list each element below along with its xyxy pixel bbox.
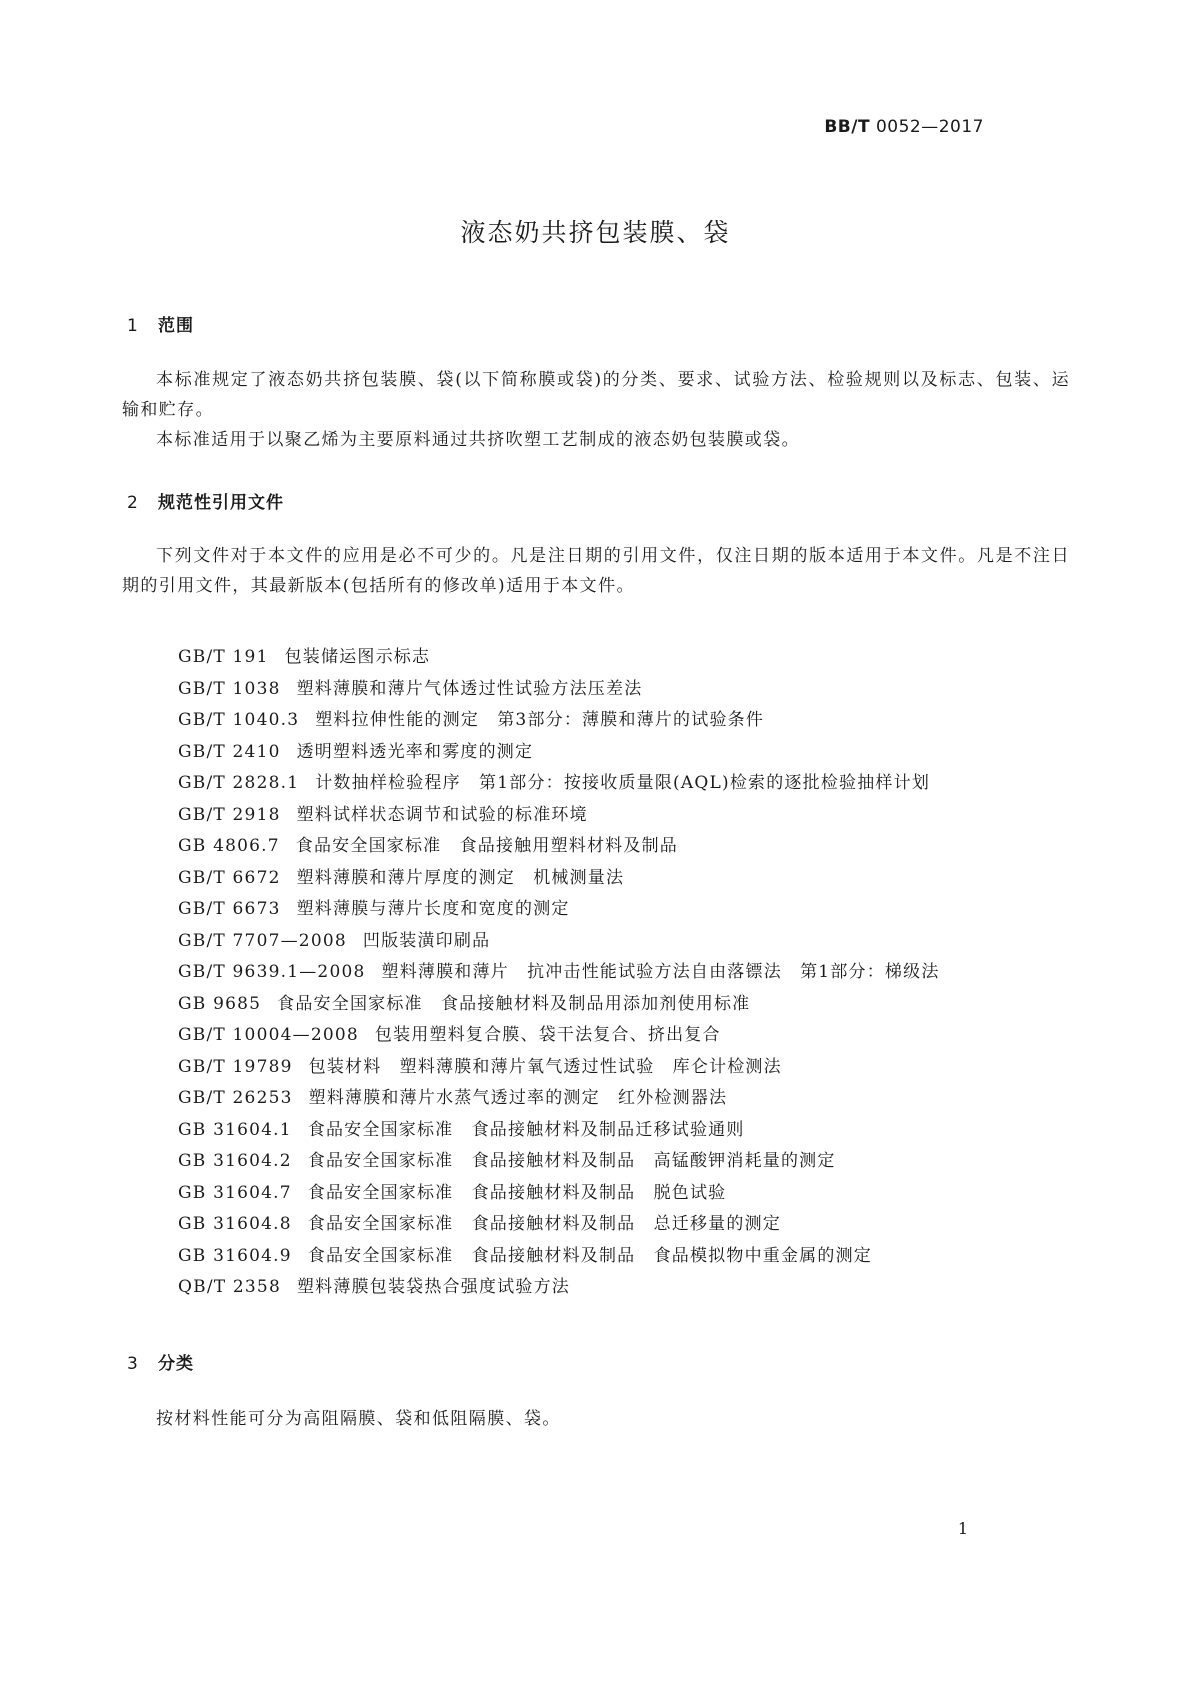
reference-code: GB 4806.7	[178, 836, 280, 856]
reference-title: 计数抽样检验程序 第1部分：按接收质量限(AQL)检索的逐批检验抽样计划	[315, 773, 931, 793]
reference-code: GB/T 6673	[178, 899, 281, 919]
reference-title: 塑料薄膜和薄片气体透过性试验方法压差法	[296, 678, 643, 699]
reference-code: GB/T 1040.3	[178, 710, 300, 730]
reference-code: GB/T 26253	[178, 1088, 293, 1108]
reference-item	[178, 1115, 940, 1147]
reference-code: GB/T 191	[178, 647, 269, 667]
reference-title: 包装用塑料复合膜、袋干法复合、挤出复合	[374, 1025, 721, 1045]
reference-title: 塑料薄膜与薄片长度和宽度的测定	[296, 899, 570, 919]
document-title: 液态奶共挤包装膜、袋	[460, 218, 731, 247]
section-title: 规范性引用文件	[158, 493, 284, 513]
reference-title: 塑料拉伸性能的测定 第3部分：薄膜和薄片的试验条件	[315, 710, 765, 730]
reference-code: QB/T 2358	[178, 1277, 281, 1297]
reference-code: GB/T 6672	[178, 867, 281, 888]
reference-title: 食品安全国家标准 食品接触用塑料材料及制品	[295, 836, 678, 856]
section-title: 范围	[158, 316, 194, 336]
reference-item	[178, 1020, 940, 1052]
section-number: 3	[127, 1354, 139, 1374]
reference-title: 食品安全国家标准 食品接触材料及制品 总迁移量的测定	[307, 1214, 781, 1234]
reference-title: 食品安全国家标准 食品接触材料及制品迁移试验通则	[307, 1119, 745, 1140]
standard-code-suffix: 0052—2017	[870, 117, 984, 137]
section-number: 2	[127, 493, 139, 513]
reference-code: GB/T 1038	[178, 678, 281, 699]
reference-code: GB 31604.8	[178, 1214, 292, 1234]
reference-title: 凹版装潢印刷品	[362, 930, 491, 951]
reference-code: GB/T 2828.1	[178, 773, 300, 793]
reference-title: 包装材料 塑料薄膜和薄片氧气透过性试验 库仑计检测法	[308, 1056, 782, 1077]
reference-code: GB/T 9639.1—2008	[178, 962, 366, 982]
reference-code: GB/T 19789	[178, 1056, 293, 1077]
reference-title: 塑料薄膜包装袋热合强度试验方法	[296, 1277, 570, 1297]
reference-item	[178, 642, 940, 674]
reference-title: 塑料薄膜和薄片 抗冲击性能试验方法自由落镖法 第1部分：梯级法	[381, 962, 940, 982]
reference-item	[178, 1052, 940, 1084]
section-number: 1	[127, 316, 139, 336]
reference-item	[178, 989, 940, 1021]
section-1-heading	[127, 311, 194, 336]
scope-paragraph-2: 本标准适用于以聚乙烯为主要原料通过共挤吹塑工艺制成的液态奶包装膜或袋。	[156, 430, 800, 450]
reference-item	[178, 1241, 940, 1273]
references-intro: 下列文件对于本文件的应用是必不可少的。凡是注日期的引用文件，仅注日期的版本适用于本文件。凡是不注日期的引用文件，其最新版本(包括所有的修改单)适用于本文件。	[122, 546, 1070, 596]
reference-item	[178, 1272, 940, 1304]
reference-code: GB 31604.1	[178, 1119, 292, 1140]
standard-code-prefix: BB/T	[824, 117, 871, 137]
reference-item	[178, 1146, 940, 1178]
reference-title: 食品安全国家标准 食品接触材料及制品 脱色试验	[307, 1182, 727, 1203]
reference-code: GB 31604.9	[178, 1245, 292, 1266]
reference-code: GB 9685	[178, 993, 262, 1014]
section-3-heading	[127, 1349, 194, 1374]
standard-code	[824, 117, 984, 137]
reference-item	[178, 800, 940, 832]
reference-title: 食品安全国家标准 食品接触材料及制品 食品模拟物中重金属的测定	[307, 1245, 872, 1266]
page-number: 1	[957, 1519, 968, 1538]
reference-code: GB 31604.2	[178, 1151, 292, 1171]
reference-title: 透明塑料透光率和雾度的测定	[296, 741, 534, 762]
reference-code: GB 31604.7	[178, 1182, 292, 1203]
reference-title: 包装储运图示标志	[284, 647, 431, 667]
reference-item	[178, 863, 940, 895]
reference-item	[178, 737, 940, 769]
reference-item	[178, 1209, 940, 1241]
reference-item	[178, 894, 940, 926]
reference-code: GB/T 10004—2008	[178, 1025, 359, 1045]
reference-list	[178, 642, 940, 1304]
reference-item	[178, 674, 940, 706]
reference-code: GB/T 2918	[178, 804, 281, 825]
reference-title: 塑料薄膜和薄片厚度的测定 机械测量法	[296, 867, 625, 888]
reference-code: GB/T 7707—2008	[178, 930, 347, 951]
reference-item	[178, 1083, 940, 1115]
reference-title: 食品安全国家标准 食品接触材料及制品 高锰酸钾消耗量的测定	[307, 1151, 836, 1171]
reference-title: 塑料薄膜和薄片水蒸气透过率的测定 红外检测器法	[308, 1088, 728, 1108]
classification-paragraph: 按材料性能可分为高阻隔膜、袋和低阻隔膜、袋。	[156, 1409, 561, 1429]
reference-item	[178, 957, 940, 989]
reference-title: 食品安全国家标准 食品接触材料及制品用添加剂使用标准	[277, 993, 751, 1014]
reference-title: 塑料试样状态调节和试验的标准环境	[296, 804, 588, 825]
reference-item	[178, 831, 940, 863]
section-title: 分类	[158, 1354, 194, 1374]
reference-item	[178, 768, 940, 800]
reference-item	[178, 705, 940, 737]
section-2-heading	[127, 488, 284, 513]
scope-paragraph-1: 本标准规定了液态奶共挤包装膜、袋(以下简称膜或袋)的分类、要求、试验方法、检验规则以及标志、包装、运输和贮存。	[122, 370, 1070, 420]
reference-item	[178, 1178, 940, 1210]
reference-item	[178, 926, 940, 958]
reference-code: GB/T 2410	[178, 741, 281, 762]
